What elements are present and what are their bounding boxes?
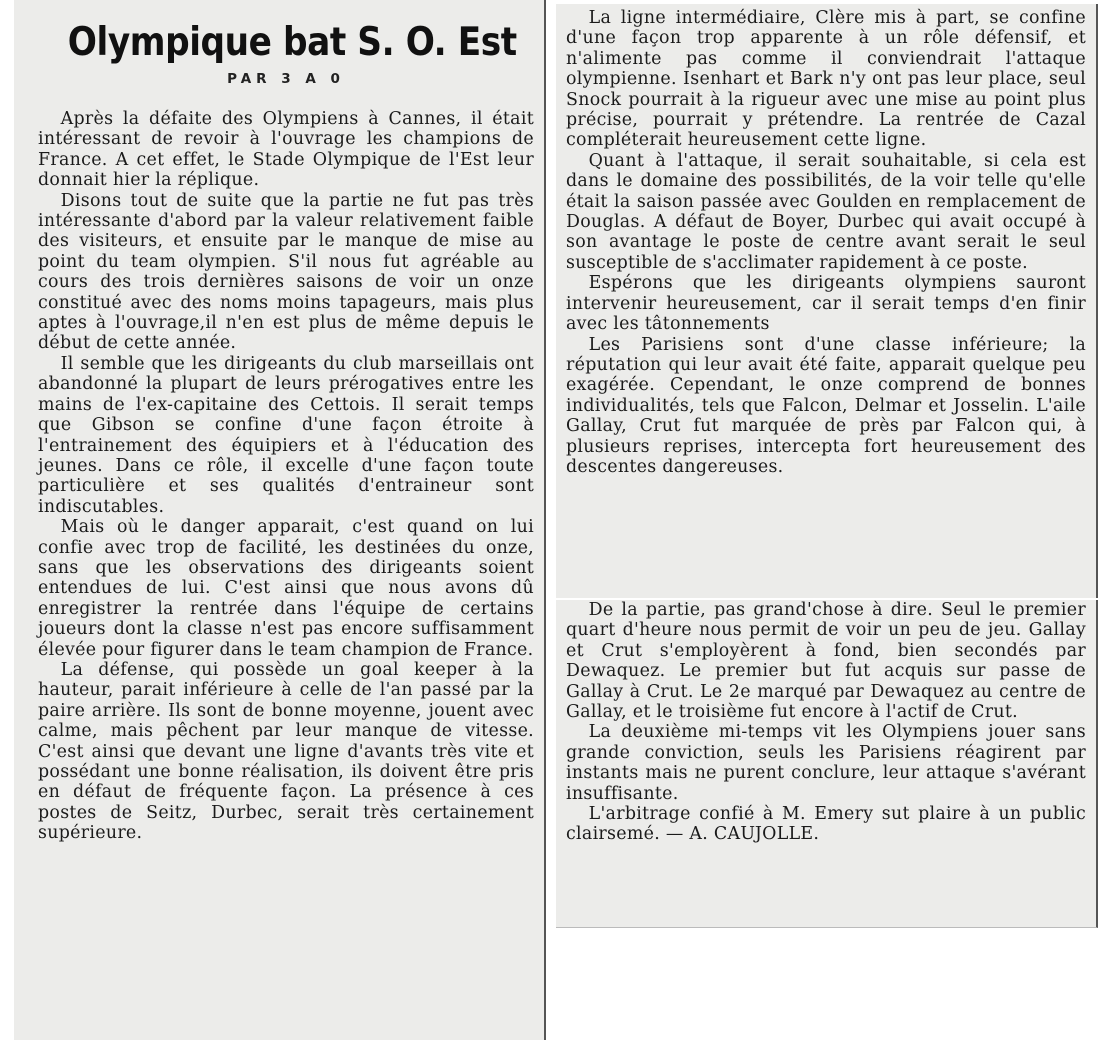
paragraph: Quant à l'attaque, il serait souhaitable, si cela est dans le domaine des possibilités, de la voir telle qu'elle était la saison passée avec Goulden en remplacement de Douglas. A défaut de Boyer, Durbec qui avait occupé à son avantage le poste de centre avant serait le seul susceptible de s'acclimater rapidement à ce poste.	[566, 150, 1086, 273]
paragraph: Espérons que les dirigeants olympiens sauront intervenir heureusement, car il serait temps d'en finir avec les tâtonnements	[566, 273, 1086, 335]
paragraph: De la partie, pas grand'chose à dire. Seul le premier quart d'heure nous permit de voir un peu de jeu. Gallay et Crut s'employèrent à fond, bien secondés par Dewaquez. Le premier but fut acquis sur passe de Gallay à Crut. Le 2e marqué par Dewaquez au centre de Gallay, et le troisième fut encore à l'actif de Crut.	[566, 600, 1086, 723]
article-column-left	[14, 0, 546, 1040]
paragraph: Il semble que les dirigeants du club marseillais ont abandonné la plupart de leurs prérogatives entre les mains de l'ex-capitaine des Cettois. Il serait temps que Gibson se confine d'une façon étroite à l'entrainement des équipiers et à l'éducation des jeunes. Dans ce rôle, il excelle d'une façon toute particulière et ses qualités d'entraineur sont indiscutables.	[38, 353, 534, 517]
headline: Olympique bat S. O. Est	[67, 20, 517, 65]
subhead: PAR 3 A 0	[227, 71, 345, 87]
paragraph: Les Parisiens sont d'une classe inférieure; la réputation qui leur avait été faite, apparait quelque peu exagérée. Cependant, le onze comprend de bonnes individualités, tels que Falcon, Delmar et Josselin. L'aile Gallay, Crut fut marquée de près par Falcon qui, à plusieurs reprises, intercepta fort heureusement des descentes dangereuses.	[566, 334, 1086, 477]
paragraph: La deuxième mi-temps vit les Olympiens jouer sans grande conviction, seuls les Parisiens réagirent par instants mais ne purent conclure, leur attaque s'avérant insuffisante.	[566, 722, 1086, 804]
paragraph: Mais où le danger apparait, c'est quand on lui confie avec trop de facilité, les destinées du onze, sans que les observations des dirigeants soient entendues de lui. C'est ainsi que nous avons dû enregistrer la rentrée dans l'équipe de certains joueurs dont la classe n'est pas encore suffisamment élevée pour figurer dans le team champion de France.	[38, 517, 534, 660]
paragraph: Disons tout de suite que la partie ne fut pas très intéressante d'abord par la valeur relativement faible des visiteurs, et ensuite par le manque de mise au point du team olympien. S'il nous fut agréable au cours des trois dernières saisons de voir un onze constitué avec des noms moins tapageurs, mais plus aptes à l'ouvrage,il n'en est plus de même depuis le début de cette année.	[38, 190, 534, 354]
paragraph: L'arbitrage confié à M. Emery sut plaire à un public clairsemé. — A. CAUJOLLE.	[566, 804, 1086, 845]
article-column-right-top	[556, 4, 1098, 598]
paragraph: Après la défaite des Olympiens à Cannes, il était intéressant de revoir à l'ouvrage les champions de France. A cet effet, le Stade Olympique de l'Est leur donnait hier la réplique.	[38, 109, 534, 191]
paragraph: La ligne intermédiaire, Clère mis à part, se confine d'une façon trop apparente à un rôle défensif, et n'alimente pas comme il conviendrait l'attaque olympienne. Isenhart et Bark n'y ont pas leur place, seul Snock pourrait à la rigueur avec une mise au point plus précise, pourrait y prétendre. La rentrée de Cazal compléterait heureusement cette ligne.	[566, 8, 1086, 151]
paragraph: La défense, qui possède un goal keeper à la hauteur, parait inférieure à celle de l'an passé par la paire arrière. Ils sont de bonne moyenne, jouent avec calme, mais pêchent par leur manque de vitesse. C'est ainsi que devant une ligne d'avants très vite et possédant une bonne réalisation, ils doivent être pris en défaut de fréquente façon. La présence à ces postes de Seitz, Durbec, serait très certainement supérieure.	[38, 659, 534, 844]
article-column-right-bottom	[556, 600, 1098, 928]
